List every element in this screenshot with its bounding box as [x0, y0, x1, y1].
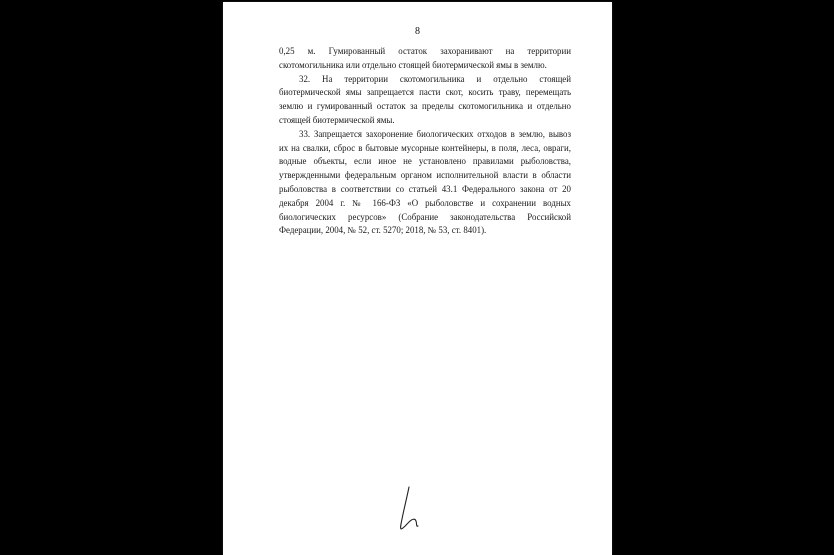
paragraph-32: 32. На территории скотомогильника и отдельно стоящей биотермической ямы запрещается пасти скот, косить траву, перемещать землю и гумированный остаток за пределы скотомогильника и отдельно стоящей биотермической ямы. [279, 73, 571, 125]
handwritten-signature [395, 485, 425, 531]
document-page [223, 2, 612, 555]
paragraph-33: 33. Запрещается захоронение биологических отходов в землю, вывоз их на свалки, сброс в бытовые мусорные контейнеры, в поля, леса, овраги, водные объекты, если иное не установлено правилами рыболовства, утвержденными федеральным органом исполнительной власти в области рыболовства в соответствии со статьей 43.1 Федерального закона от 20 декабря 2004 г. № 166-ФЗ «О рыболовстве и сохранении водных биологических ресурсов» (Собрание законодательства Российской Федерации, 2004, № 52, ст. 5270; 2018, № 53, ст. 8401). [279, 128, 571, 236]
paragraph-continuation: 0,25 м. Гумированный остаток захоранивают на территории скотомогильника или отдельно стоящей биотермической ямы в землю. [279, 46, 571, 70]
page-number: 8 [415, 26, 420, 37]
document-body [279, 45, 571, 238]
